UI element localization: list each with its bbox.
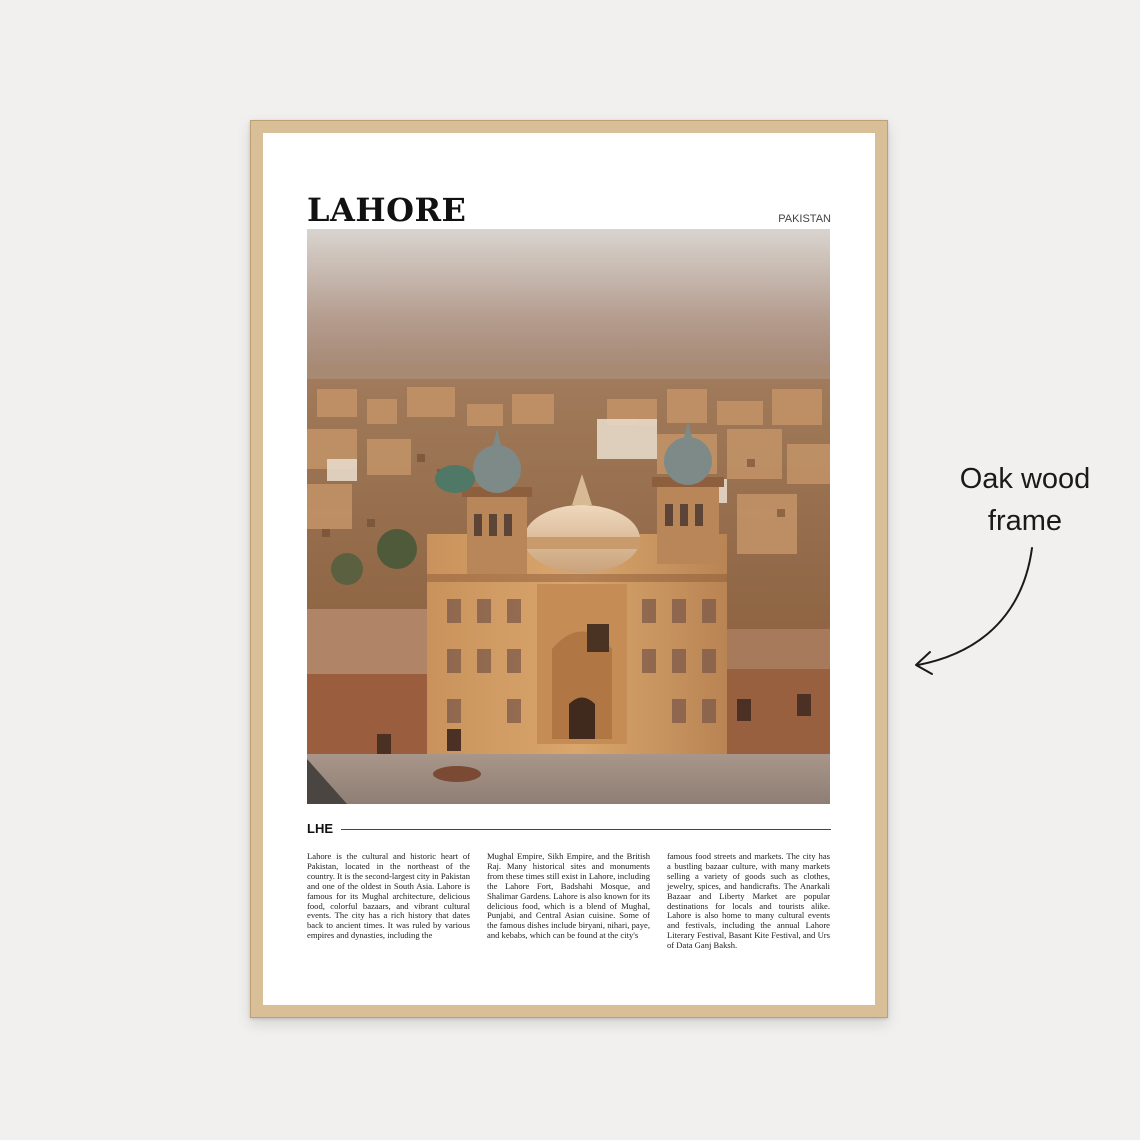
frame-annotation [930,458,1120,542]
poster-title: LAHORE [307,191,467,229]
annotation-line-1: Oak wood [959,463,1091,495]
oak-frame [250,120,888,1018]
description-column-1: Lahore is the cultural and historic heart of Pakistan, located in the northeast of the country. It is the second-largest city in Pakistan and one of the oldest in South Asia. Lahore is famous for its Mughal architecture, delicious food, colorful bazaars, and vibrant cultural events. The city has a rich history that dates back to ancient times. It was ruled by various empires and dynasties, including the [307,851,470,941]
divider-rule [341,829,831,830]
mosque-cityscape-photo [307,229,830,804]
airport-code: LHE [307,821,333,836]
annotation-line-2: frame [987,505,1063,537]
curved-arrow-icon [900,540,1050,680]
poster-country: PAKISTAN [778,213,831,225]
poster [263,133,875,1005]
description-column-3: famous food streets and markets. The city has a bustling bazaar culture, with many markets selling a variety of goods such as clothes, jewelry, spices, and handicrafts. The Anarkali Bazaar and Liberty Market are popular destinations for locals and tourists alike. Lahore is also home to many cultural events and festivals, including the annual Lahore Literary Festival, Basant Kite Festival, and Urs of Data Ganj Baksh. [667,851,830,951]
description-columns [307,852,830,977]
description-column-2: Mughal Empire, Sikh Empire, and the British Raj. Many historical sites and monuments from these times still exist in Lahore, including the Lahore Fort, Badshahi Mosque, and Shalimar Gardens. Lahore is also known for its delicious food, which is a blend of Mughal, Punjabi, and Central Asian cuisine. Some of the famous dishes include biryani, nihari, paye, and kebabs, which can be found at the city's [487,851,650,941]
